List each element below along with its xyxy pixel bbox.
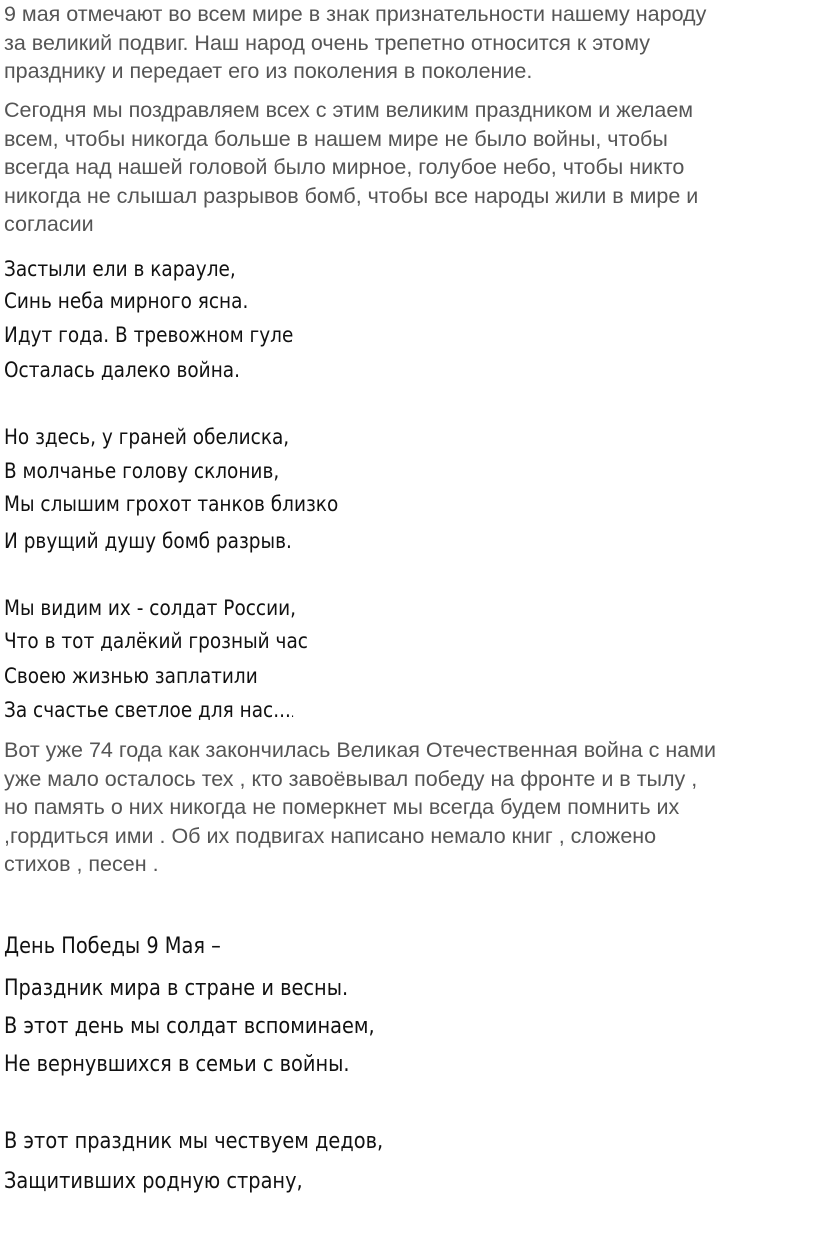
poem-1-line-7: Мы слышим грохот танков близко xyxy=(4,492,339,516)
poem-1-line-11: Своею жизнью заплатили xyxy=(4,664,258,688)
poem-1-line-12-tail: . xyxy=(290,706,295,720)
poem-1-line-4: Осталась далеко война. xyxy=(4,358,240,382)
poem-1-line-3: Идут года. В тревожном гуле xyxy=(4,323,294,347)
poem-1-line-12 xyxy=(4,697,294,726)
intro-paragraph-2: Сегодня мы поздравляем всех с этим великим праздником и желаем всем, чтобы никогда больше в нашем мире не было войны, чтобы всегда над нашей головой было мирное, голубое небо, чтобы никто никогда не слышал разрывов бомб, чтобы все народы жили в мире и согласии xyxy=(4,98,699,236)
intro-paragraph-1: 9 мая отмечают во всем мире в знак признательности нашему народу за великий подвиг. Наш народ очень трепетно относится к этому празднику и передает его из поколения в поколение. xyxy=(4,2,707,83)
poem-2-line-4: Не вернувшихся в семьи с войны. xyxy=(4,1052,350,1077)
poem-2-line-3: В этот день мы солдат вспоминаем, xyxy=(4,1014,375,1039)
poem-1-line-1: Застыли ели в карауле, xyxy=(4,257,236,281)
poem-1-line-9: Мы видим их - солдат России, xyxy=(4,596,296,620)
middle-paragraph: Вот уже 74 года как закончилась Великая Отечественная война с нами уже мало осталось тех , кто завоёвывал победу на фронте и в тылу , но память о них никогда не померкнет мы всегда будем помнить их ,гордиться ими . Об их подвигах написано немало книг , сложено стихов , песен . xyxy=(4,738,716,876)
poem-1-line-10: Что в тот далёкий грозный час xyxy=(4,629,308,653)
poem-2-line-5: В этот праздник мы чествуем дедов, xyxy=(4,1129,384,1154)
poem-2-line-6: Защитивших родную страну, xyxy=(4,1169,303,1194)
poem-1-line-12-text: За счастье светлое для нас... xyxy=(4,698,291,722)
poem-1-line-8: И рвущий душу бомб разрыв. xyxy=(4,529,292,553)
poem-1-line-5: Но здесь, у граней обелиска, xyxy=(4,425,290,449)
poem-1-line-2: Синь неба мирного ясна. xyxy=(4,289,249,313)
poem-2-line-2: Праздник мира в стране и весны. xyxy=(4,976,349,1001)
poem-1-line-6: В молчанье голову склонив, xyxy=(4,459,280,483)
poem-2-line-1: День Победы 9 Мая – xyxy=(4,934,221,959)
